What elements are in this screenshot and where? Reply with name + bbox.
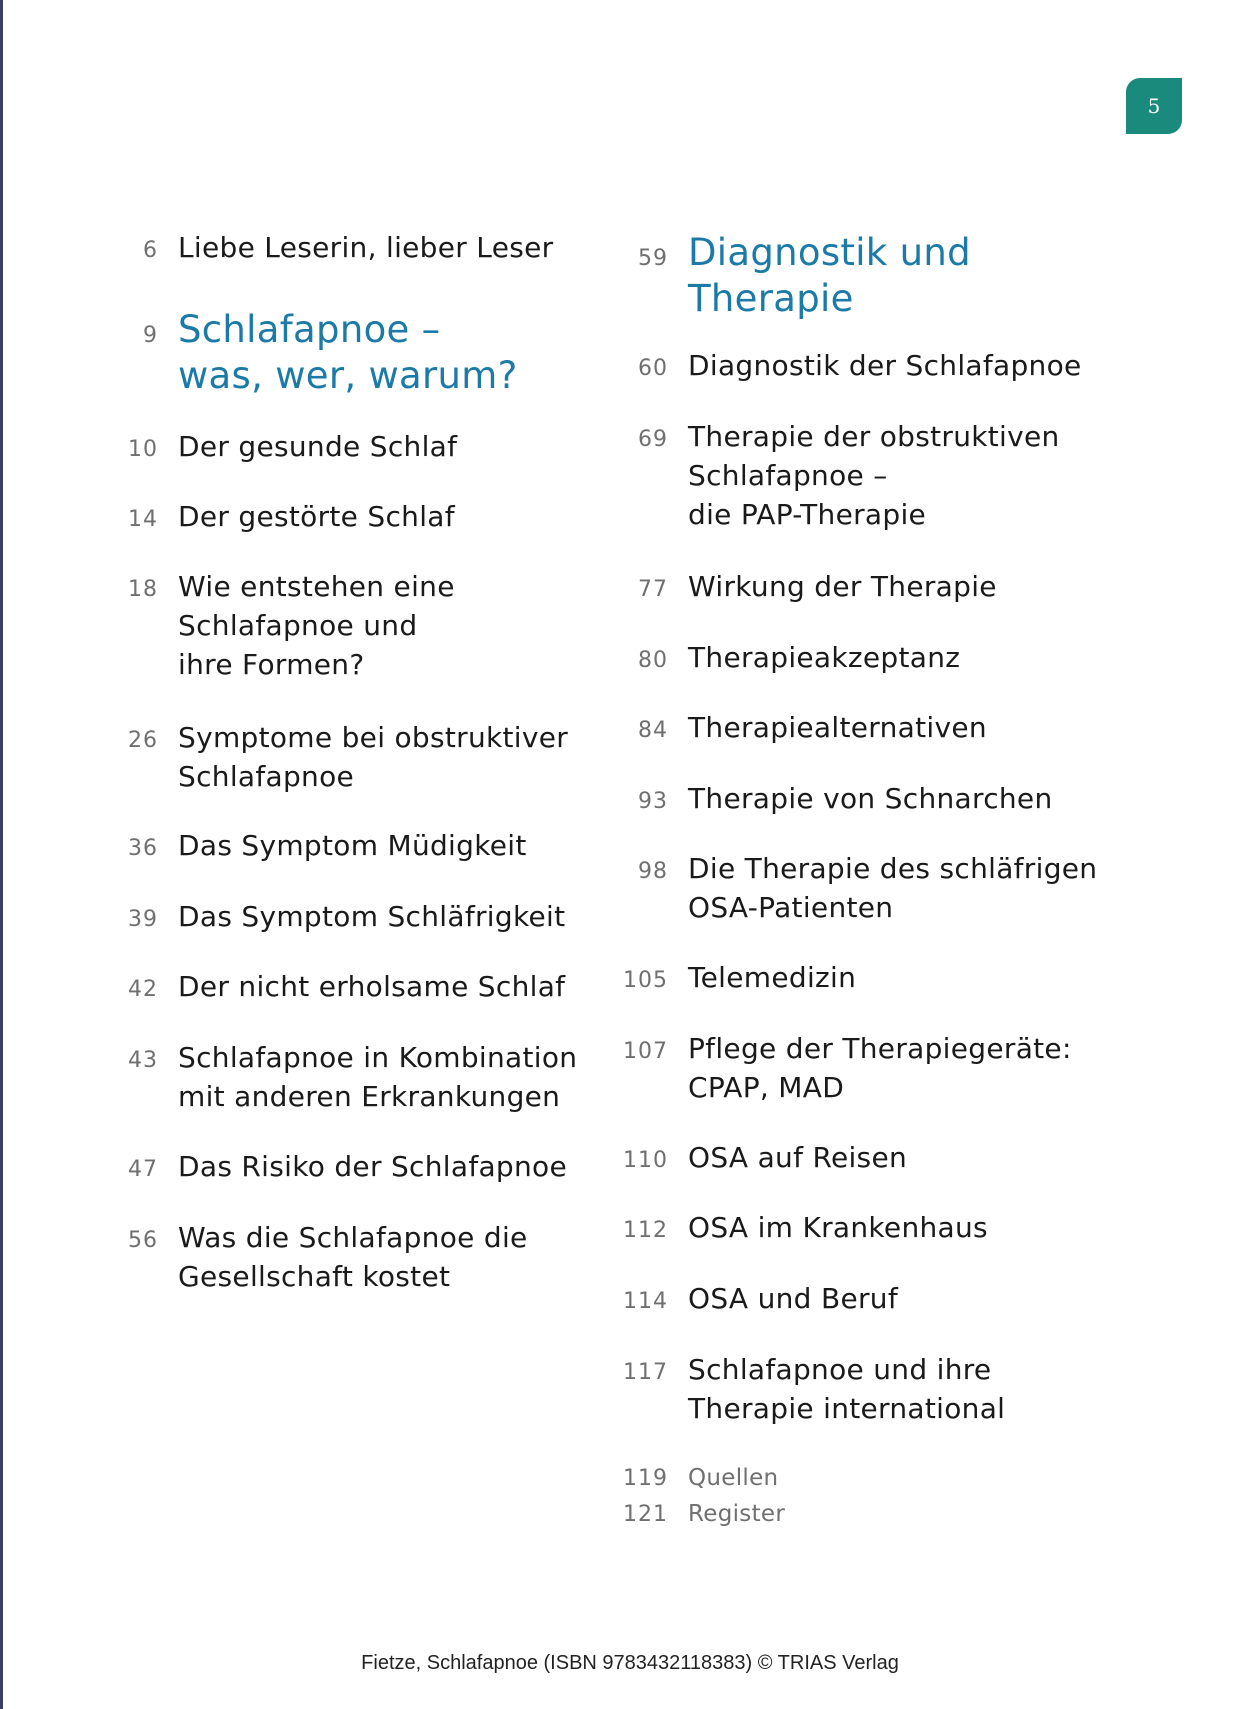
toc-section-heading[interactable] (110, 307, 518, 399)
toc-page-number: 42 (128, 977, 158, 1002)
toc-page-number: 121 (623, 1502, 668, 1527)
toc-title: Therapie von Schnarchen (688, 782, 1053, 815)
toc-title: OSA auf Reisen (688, 1141, 908, 1174)
toc-title: Therapie der obstruktiven Schlafapnoe – die PAP-Therapie (688, 420, 1060, 531)
toc-entry[interactable] (110, 567, 455, 684)
toc-page-number: 105 (623, 968, 668, 993)
toc-title: Der gesunde Schlaf (178, 430, 458, 463)
toc-entry[interactable] (620, 1208, 988, 1247)
toc-appendix-entry[interactable] (620, 1462, 778, 1494)
toc-entry[interactable] (620, 779, 1053, 818)
toc-title: Liebe Leserin, lieber Leser (178, 231, 554, 264)
toc-title: Der gestörte Schlaf (178, 500, 455, 533)
toc-title: Wie entstehen eine Schlafapnoe und ihre Formen? (178, 570, 455, 681)
toc-title: Wirkung der Therapie (688, 570, 997, 603)
toc-page-number: 14 (128, 507, 158, 532)
toc-entry[interactable] (620, 638, 960, 677)
toc-title: OSA und Beruf (688, 1282, 899, 1315)
toc-section-title: Schlafapnoe – was, wer, warum? (178, 308, 518, 397)
toc-title: Pflege der Therapiegeräte: CPAP, MAD (688, 1032, 1072, 1104)
toc-title: Die Therapie des schläfrigen OSA-Patienten (688, 852, 1098, 924)
toc-entry[interactable] (620, 567, 997, 606)
toc-entry[interactable] (110, 1038, 577, 1116)
toc-page-number: 69 (638, 427, 668, 452)
toc-entry[interactable] (620, 346, 1082, 385)
toc-page-number: 36 (128, 836, 158, 861)
toc-page-number: 43 (128, 1048, 158, 1073)
toc-title: Der nicht erholsame Schlaf (178, 970, 566, 1003)
toc-entry[interactable] (110, 427, 457, 466)
toc-page-number: 6 (143, 238, 158, 263)
toc-title: Das Risiko der Schlafapnoe (178, 1150, 568, 1183)
toc-title: Therapiealternativen (688, 711, 987, 744)
toc-entry[interactable] (620, 958, 856, 997)
page-number: 5 (1147, 94, 1161, 118)
toc-entry[interactable] (110, 718, 568, 796)
toc-page-number: 18 (128, 577, 158, 602)
toc-title: Das Symptom Müdigkeit (178, 829, 527, 862)
toc-page-number: 60 (638, 356, 668, 381)
toc-page-number: 39 (128, 907, 158, 932)
toc-title: Register (688, 1501, 786, 1527)
toc-entry[interactable] (620, 1279, 898, 1318)
page-edge-rule (0, 0, 3, 1709)
toc-entry[interactable] (620, 1138, 907, 1177)
toc-page-number: 110 (623, 1148, 668, 1173)
toc-page-number: 84 (638, 718, 668, 743)
toc-entry[interactable] (620, 1350, 1005, 1428)
copyright-footer: Fietze, Schlafapnoe (ISBN 9783432118383) © TRIAS Verlag (361, 1652, 899, 1674)
toc-entry[interactable] (110, 967, 565, 1006)
toc-entry[interactable] (620, 708, 987, 747)
toc-section-title: Diagnostik und Therapie (688, 231, 971, 320)
toc-page-number: 112 (623, 1218, 668, 1243)
toc-page-number: 114 (623, 1289, 668, 1314)
toc-page-number: 98 (638, 859, 668, 884)
toc-page-number: 9 (143, 323, 158, 348)
toc-entry[interactable] (620, 849, 1097, 927)
toc-entry[interactable] (110, 228, 553, 267)
toc-title: OSA im Krankenhaus (688, 1211, 988, 1244)
toc-page-number: 47 (128, 1157, 158, 1182)
toc-entry[interactable] (620, 417, 1060, 534)
toc-entry[interactable] (110, 497, 455, 536)
toc-appendix-entry[interactable] (620, 1498, 785, 1530)
toc-title: Schlafapnoe und ihre Therapie international (688, 1353, 1006, 1425)
toc-title: Was die Schlafapnoe die Gesellschaft kostet (178, 1221, 528, 1293)
toc-page-number: 77 (638, 577, 668, 602)
toc-title: Schlafapnoe in Kombination mit anderen Erkrankungen (178, 1041, 578, 1113)
toc-title: Diagnostik der Schlafapnoe (688, 349, 1082, 382)
toc-entry[interactable] (110, 1218, 528, 1296)
toc-entry[interactable] (620, 1029, 1072, 1107)
toc-page-number: 59 (638, 246, 668, 271)
toc-page-number: 80 (638, 648, 668, 673)
toc-entry[interactable] (110, 1147, 567, 1186)
toc-page-number: 119 (623, 1466, 668, 1491)
toc-title: Quellen (688, 1465, 779, 1491)
toc-page-number: 93 (638, 789, 668, 814)
toc-title: Telemedizin (688, 961, 857, 994)
toc-page-number: 117 (623, 1360, 668, 1385)
toc-entry[interactable] (110, 897, 565, 936)
toc-section-heading[interactable] (620, 230, 971, 322)
toc-entry[interactable] (110, 826, 527, 865)
toc-title: Therapieakzeptanz (688, 641, 961, 674)
toc-title: Das Symptom Schläfrigkeit (178, 900, 566, 933)
toc-page-number: 56 (128, 1228, 158, 1253)
toc-page-number: 26 (128, 728, 158, 753)
toc-page-number: 10 (128, 437, 158, 462)
page-number-badge (1126, 78, 1182, 134)
toc-title: Symptome bei obstruktiver Schlafapnoe (178, 721, 569, 793)
toc-page-number: 107 (623, 1039, 668, 1064)
